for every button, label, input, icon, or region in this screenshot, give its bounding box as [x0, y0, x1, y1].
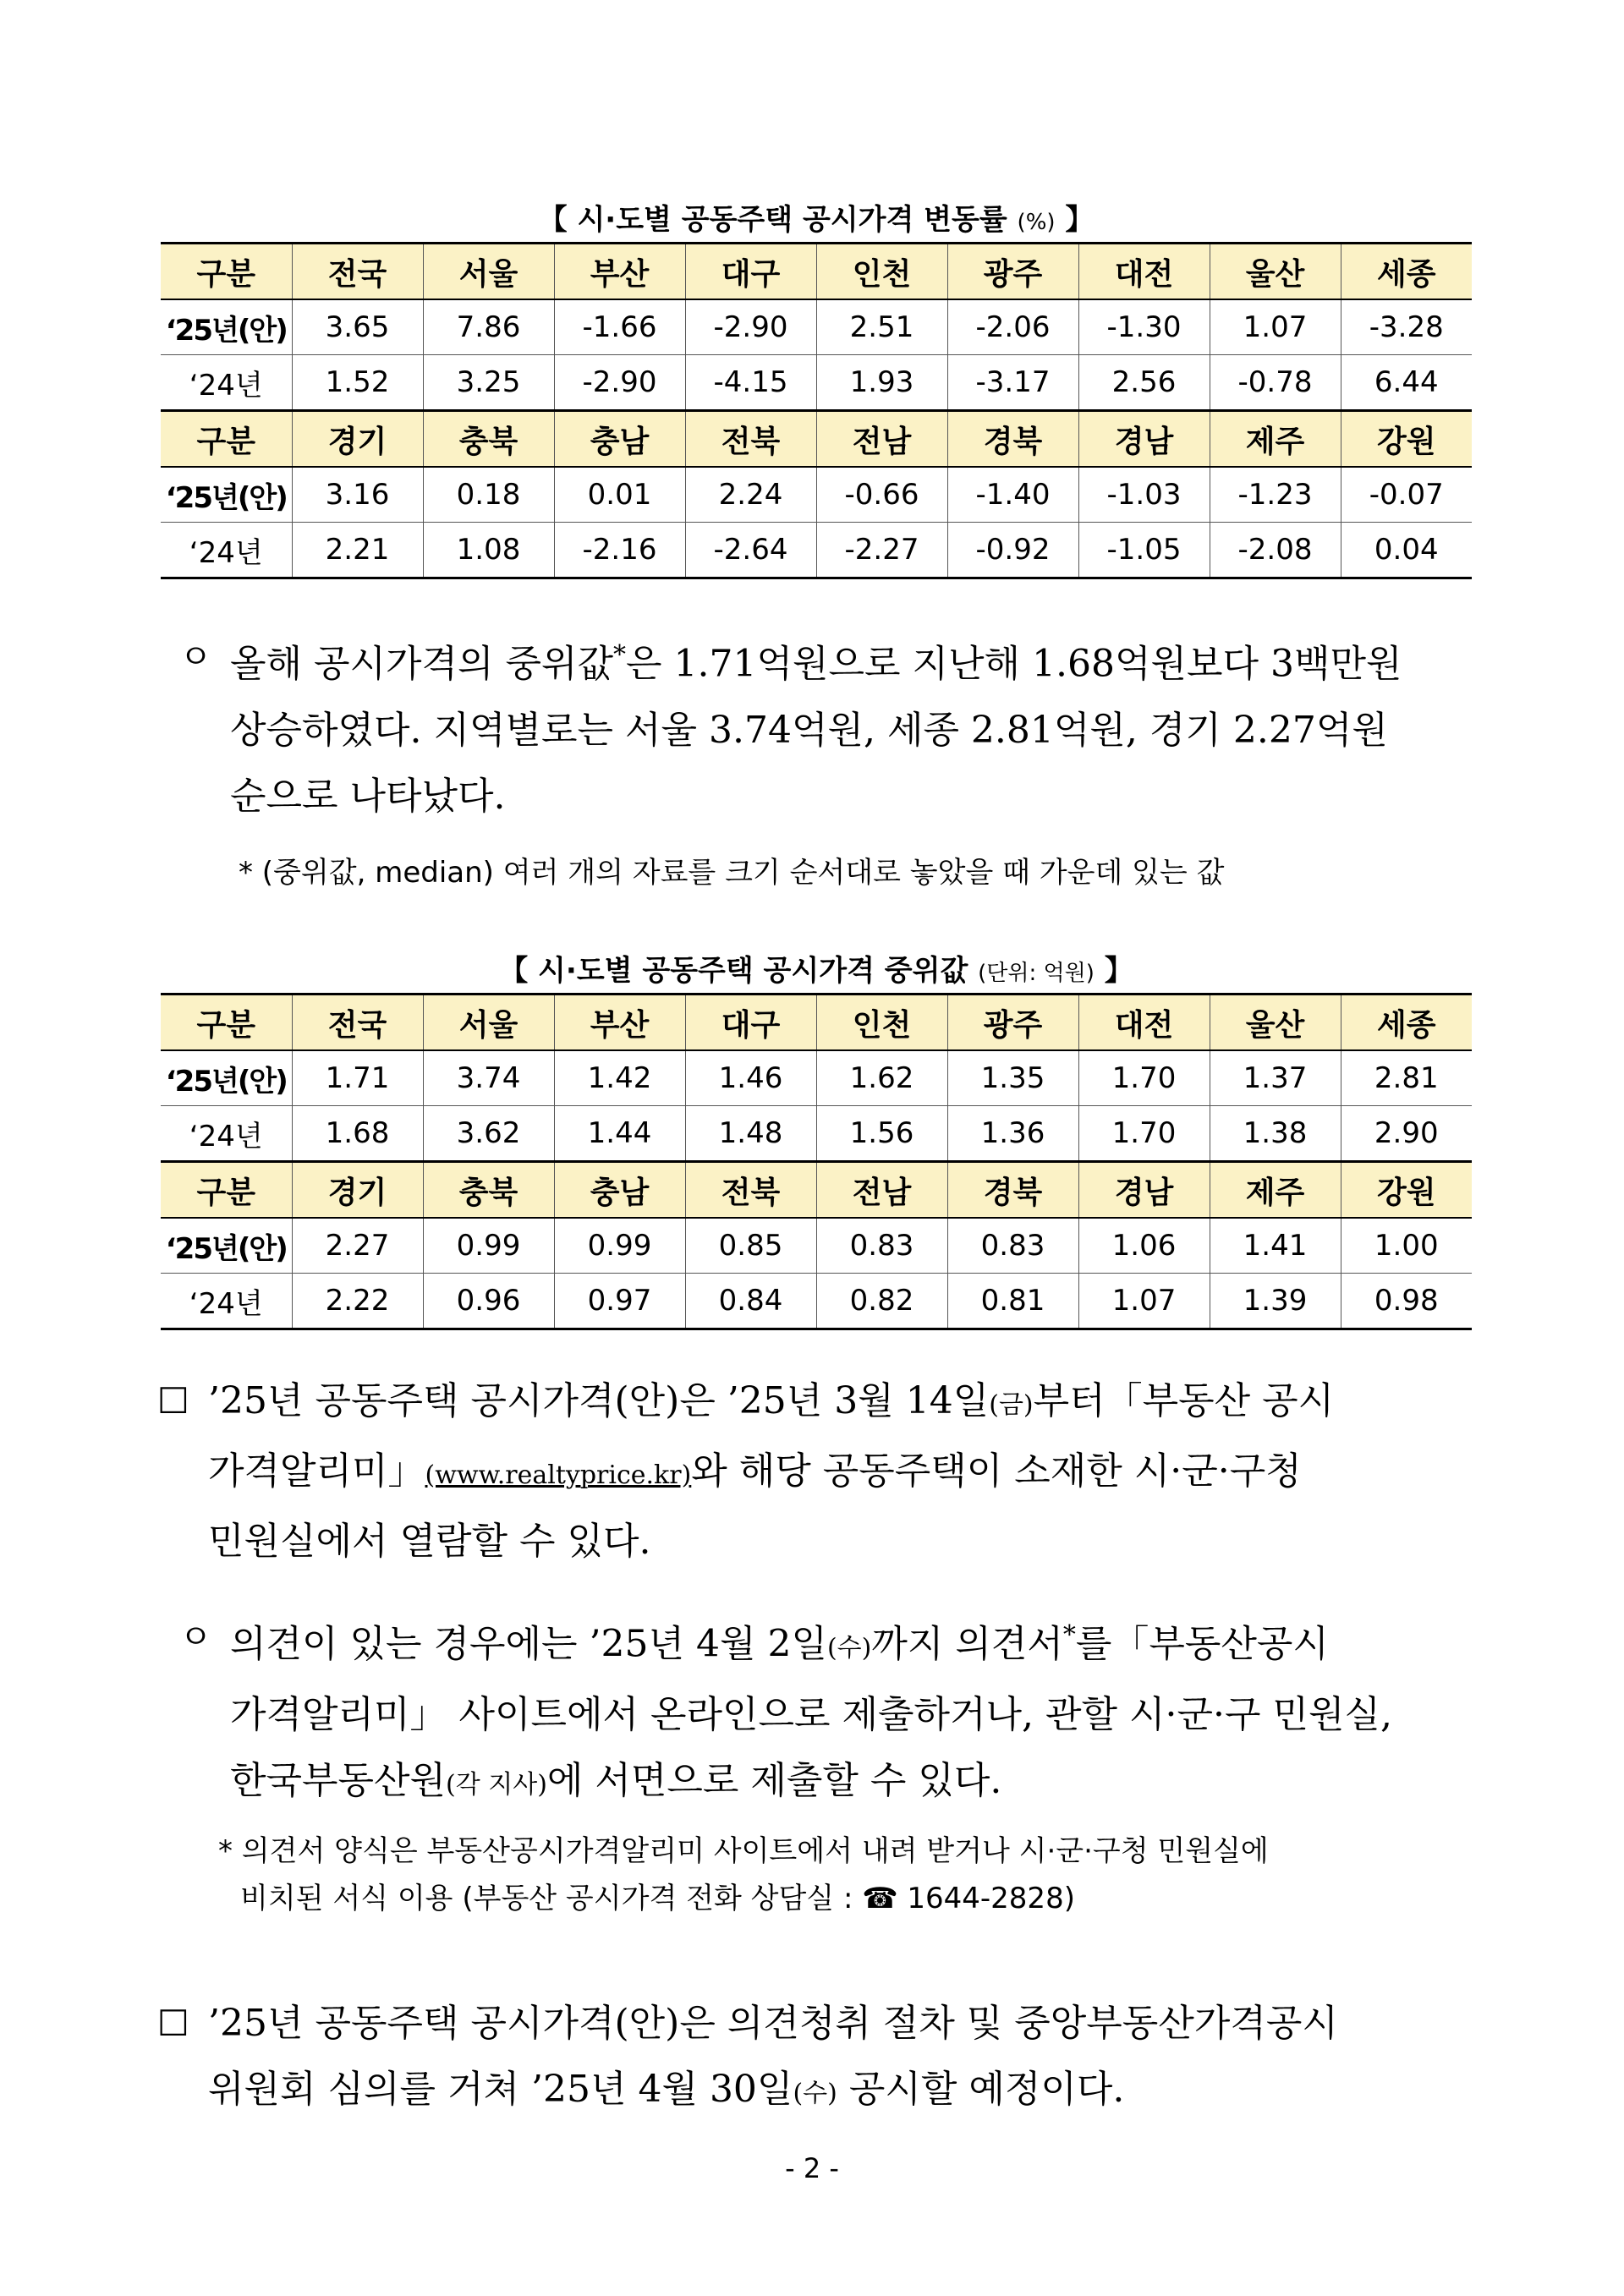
value-cell: 1.71 — [292, 1050, 423, 1106]
checkbox-square-1: □ — [157, 1378, 189, 1417]
value-cell: 2.90 — [1341, 1106, 1472, 1162]
header-cell-region: 전북 — [685, 411, 816, 468]
value-cell: -1.23 — [1210, 467, 1341, 523]
header-cell-region: 제주 — [1210, 1162, 1341, 1219]
value-cell: -2.06 — [947, 299, 1078, 355]
header-cell-region: 서울 — [423, 244, 554, 300]
table2-median-price — [161, 993, 1472, 1330]
table-row — [161, 467, 1472, 523]
table2-caption-text: 【 시·도별 공동주택 공시가격 중위값 — [499, 954, 968, 988]
value-cell: -2.64 — [685, 523, 816, 578]
table-row — [161, 299, 1472, 355]
median-paragraph-line2: 상승하였다. 지역별로는 서울 3.74억원, 세종 2.81억원, 경기 2.27억원 — [230, 708, 1388, 752]
value-cell: 0.97 — [554, 1274, 685, 1329]
value-cell: -1.03 — [1078, 467, 1210, 523]
value-cell: 2.81 — [1341, 1050, 1472, 1106]
table1-caption-text: 【 시·도별 공동주택 공시가격 변동률 — [538, 203, 1007, 237]
table1-unit: (%) — [1017, 210, 1056, 235]
value-cell: 3.65 — [292, 299, 423, 355]
value-cell: 1.35 — [947, 1050, 1078, 1106]
header-cell-category: 구분 — [161, 995, 292, 1051]
objection-paragraph — [230, 1603, 1473, 1818]
value-cell: 1.00 — [1341, 1218, 1472, 1274]
value-cell: 1.70 — [1078, 1106, 1210, 1162]
value-cell: 1.07 — [1210, 299, 1341, 355]
value-cell: -2.08 — [1210, 523, 1341, 578]
value-cell: -4.15 — [685, 355, 816, 411]
header-cell-region: 전국 — [292, 995, 423, 1051]
value-cell: 1.07 — [1078, 1274, 1210, 1329]
table-header-row — [161, 1162, 1472, 1219]
realtyprice-link[interactable]: (www.realtyprice.kr) — [425, 1460, 692, 1490]
header-cell-region: 충북 — [423, 1162, 554, 1219]
value-cell: -0.07 — [1341, 467, 1472, 523]
row-label-cell: ‘24년 — [161, 1274, 292, 1329]
row-label-cell: ‘25년(안) — [161, 467, 292, 523]
table-header-row — [161, 995, 1472, 1051]
median-paragraph-line1: 올해 공시가격의 중위값*은 1.71억원으로 지난해 1.68억원보다 3백만원 — [230, 640, 1402, 686]
header-cell-region: 부산 — [554, 244, 685, 300]
header-cell-region: 세종 — [1341, 995, 1472, 1051]
table1-caption — [161, 196, 1472, 238]
row-label-cell: ‘24년 — [161, 355, 292, 411]
viewing-paragraph-line2: 가격알리미」(www.realtyprice.kr)와 해당 공동주택이 소재한 시·군·구청 — [208, 1449, 1302, 1493]
value-cell: 0.83 — [947, 1218, 1078, 1274]
header-cell-region: 대구 — [685, 244, 816, 300]
value-cell: 1.44 — [554, 1106, 685, 1162]
value-cell: 0.18 — [423, 467, 554, 523]
value-cell: 1.56 — [816, 1106, 947, 1162]
objection-paragraph-line2: 가격알리미」 사이트에서 온라인으로 제출하거나, 관할 시·군·구 민원실, — [230, 1692, 1392, 1736]
value-cell: -0.92 — [947, 523, 1078, 578]
value-cell: 2.56 — [1078, 355, 1210, 411]
value-cell: 1.41 — [1210, 1218, 1341, 1274]
value-cell: 1.46 — [685, 1050, 816, 1106]
value-cell: -3.17 — [947, 355, 1078, 411]
row-label-cell: ‘25년(안) — [161, 1218, 292, 1274]
page-number: - 2 - — [785, 2152, 839, 2184]
header-cell-category: 구분 — [161, 1162, 292, 1219]
objection-paragraph-line3: 한국부동산원(각 지사)에 서면으로 제출할 수 있다. — [230, 1758, 1002, 1802]
value-cell: 1.68 — [292, 1106, 423, 1162]
table-row — [161, 1106, 1472, 1162]
table2-caption-end: 】 — [1104, 954, 1133, 988]
header-cell-region: 강원 — [1341, 1162, 1472, 1219]
value-cell: 0.04 — [1341, 523, 1472, 578]
value-cell: -2.90 — [554, 355, 685, 411]
value-cell: -1.30 — [1078, 299, 1210, 355]
checkbox-square-2: □ — [157, 2001, 189, 2040]
form-note-line2: 비치된 서식 이용 (부동산 공시가격 전화 상담실 : ☎ 1644-2828) — [240, 1882, 1075, 1915]
header-cell-region: 경남 — [1078, 411, 1210, 468]
header-cell-region: 전남 — [816, 411, 947, 468]
header-cell-region: 대전 — [1078, 995, 1210, 1051]
value-cell: 1.48 — [685, 1106, 816, 1162]
value-cell: 1.37 — [1210, 1050, 1341, 1106]
header-cell-region: 전국 — [292, 244, 423, 300]
viewing-paragraph-line1: ’25년 공동주택 공시가격(안)은 ’25년 3월 14일(금)부터「부동산 공시 — [208, 1379, 1335, 1422]
value-cell: 3.62 — [423, 1106, 554, 1162]
value-cell: 2.51 — [816, 299, 947, 355]
bullet-circle-1: ㅇ — [179, 638, 212, 677]
header-cell-region: 제주 — [1210, 411, 1341, 468]
header-cell-region: 광주 — [947, 244, 1078, 300]
value-cell: 1.93 — [816, 355, 947, 411]
value-cell: -0.66 — [816, 467, 947, 523]
header-cell-region: 전북 — [685, 1162, 816, 1219]
value-cell: -1.40 — [947, 467, 1078, 523]
header-cell-category: 구분 — [161, 244, 292, 300]
viewing-paragraph — [208, 1368, 1473, 1575]
value-cell: 2.27 — [292, 1218, 423, 1274]
value-cell: 0.01 — [554, 467, 685, 523]
value-cell: 3.25 — [423, 355, 554, 411]
value-cell: -2.90 — [685, 299, 816, 355]
viewing-paragraph-line3: 민원실에서 열람할 수 있다. — [208, 1520, 651, 1563]
table1-change-rate — [161, 242, 1472, 579]
value-cell: -0.78 — [1210, 355, 1341, 411]
header-cell-region: 대전 — [1078, 244, 1210, 300]
value-cell: 0.84 — [685, 1274, 816, 1329]
table-row — [161, 523, 1472, 578]
value-cell: 0.81 — [947, 1274, 1078, 1329]
value-cell: 0.82 — [816, 1274, 947, 1329]
value-cell: -2.27 — [816, 523, 947, 578]
value-cell: 7.86 — [423, 299, 554, 355]
header-cell-region: 울산 — [1210, 995, 1341, 1051]
table-row — [161, 355, 1472, 411]
header-cell-region: 울산 — [1210, 244, 1341, 300]
value-cell: 1.52 — [292, 355, 423, 411]
objection-paragraph-line1: 의견이 있는 경우에는 ’25년 4월 2일(수)까지 의견서*를「부동산공시 — [230, 1620, 1329, 1666]
header-cell-region: 경북 — [947, 411, 1078, 468]
row-label-cell: ‘25년(안) — [161, 1050, 292, 1106]
table-row — [161, 1274, 1472, 1329]
value-cell: 2.21 — [292, 523, 423, 578]
header-cell-region: 충남 — [554, 1162, 685, 1219]
table-row — [161, 1218, 1472, 1274]
header-cell-region: 경기 — [292, 411, 423, 468]
value-cell: -3.28 — [1341, 299, 1472, 355]
row-label-cell: ‘24년 — [161, 1106, 292, 1162]
announcement-paragraph-line2: 위원회 심의를 거쳐 ’25년 4월 30일(수) 공시할 예정이다. — [208, 2068, 1125, 2111]
table2-caption — [161, 947, 1472, 989]
announcement-paragraph — [208, 1991, 1473, 2127]
table1-caption-end: 】 — [1065, 203, 1095, 237]
value-cell: 2.24 — [685, 467, 816, 523]
value-cell: 0.96 — [423, 1274, 554, 1329]
row-label-cell: ‘24년 — [161, 523, 292, 578]
header-cell-region: 서울 — [423, 995, 554, 1051]
header-cell-region: 인천 — [816, 244, 947, 300]
header-cell-region: 전남 — [816, 1162, 947, 1219]
value-cell: 1.36 — [947, 1106, 1078, 1162]
value-cell: 1.70 — [1078, 1050, 1210, 1106]
announcement-paragraph-line1: ’25년 공동주택 공시가격(안)은 의견청취 절차 및 중앙부동산가격공시 — [208, 2002, 1338, 2045]
value-cell: 0.98 — [1341, 1274, 1472, 1329]
header-cell-region: 강원 — [1341, 411, 1472, 468]
header-cell-region: 경남 — [1078, 1162, 1210, 1219]
form-note — [218, 1827, 1473, 1922]
value-cell: 1.42 — [554, 1050, 685, 1106]
header-cell-region: 세종 — [1341, 244, 1472, 300]
header-cell-region: 경기 — [292, 1162, 423, 1219]
header-cell-region: 부산 — [554, 995, 685, 1051]
value-cell: 3.16 — [292, 467, 423, 523]
value-cell: 0.99 — [423, 1218, 554, 1274]
value-cell: -2.16 — [554, 523, 685, 578]
value-cell: 2.22 — [292, 1274, 423, 1329]
value-cell: 1.08 — [423, 523, 554, 578]
header-cell-category: 구분 — [161, 411, 292, 468]
value-cell: -1.05 — [1078, 523, 1210, 578]
header-cell-region: 충남 — [554, 411, 685, 468]
form-note-line1: * 의견서 양식은 부동산공시가격알리미 사이트에서 내려 받거나 시·군·구청 민원실에 — [218, 1834, 1269, 1868]
value-cell: 1.38 — [1210, 1106, 1341, 1162]
table-header-row — [161, 244, 1472, 300]
value-cell: 1.62 — [816, 1050, 947, 1106]
value-cell: -1.66 — [554, 299, 685, 355]
table-header-row — [161, 411, 1472, 468]
value-cell: 3.74 — [423, 1050, 554, 1106]
table2-unit: (단위: 억원) — [978, 961, 1095, 986]
header-cell-region: 광주 — [947, 995, 1078, 1051]
value-cell: 1.06 — [1078, 1218, 1210, 1274]
header-cell-region: 인천 — [816, 995, 947, 1051]
table-row — [161, 1050, 1472, 1106]
row-label-cell: ‘25년(안) — [161, 299, 292, 355]
value-cell: 0.83 — [816, 1218, 947, 1274]
bullet-circle-2: ㅇ — [179, 1618, 212, 1657]
header-cell-region: 충북 — [423, 411, 554, 468]
header-cell-region: 대구 — [685, 995, 816, 1051]
median-paragraph-line3: 순으로 나타났다. — [230, 774, 506, 818]
median-definition-note: * (중위값, median) 여러 개의 자료를 크기 순서대로 놓았을 때 가운데 있는 값 — [239, 856, 1225, 890]
value-cell: 6.44 — [1341, 355, 1472, 411]
median-paragraph — [230, 622, 1473, 830]
footnote-marker: * — [613, 640, 627, 670]
header-cell-region: 경북 — [947, 1162, 1078, 1219]
value-cell: 0.85 — [685, 1218, 816, 1274]
value-cell: 0.99 — [554, 1218, 685, 1274]
value-cell: 1.39 — [1210, 1274, 1341, 1329]
